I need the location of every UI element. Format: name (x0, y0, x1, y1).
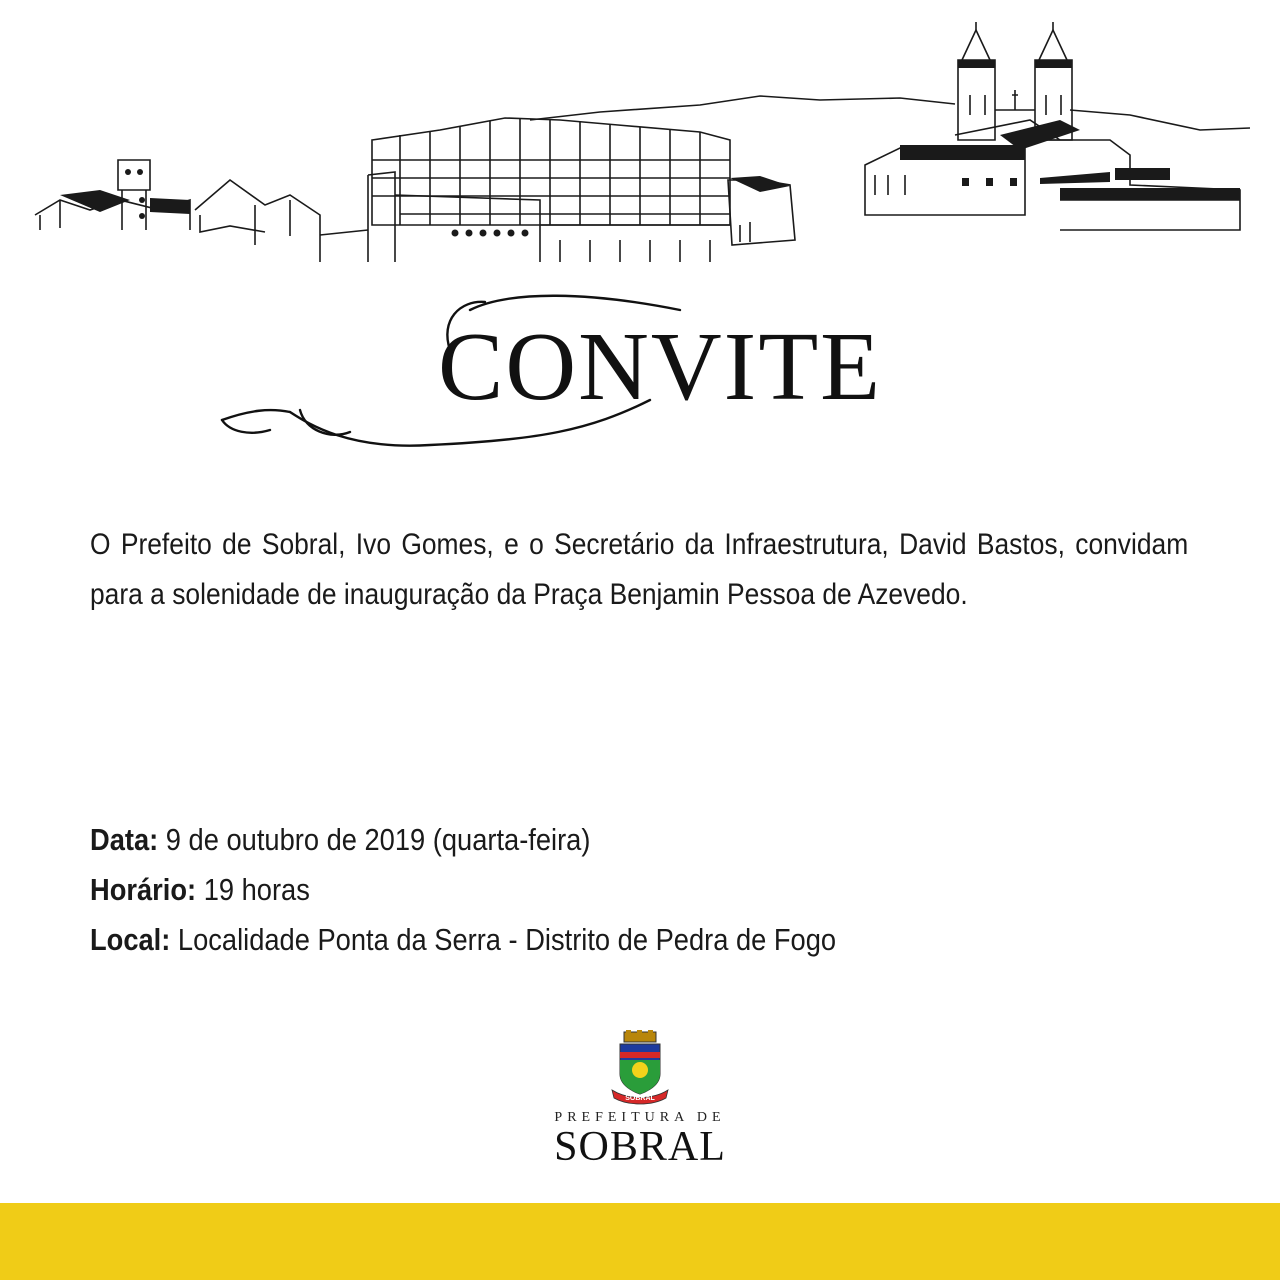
detail-label: Data: (90, 822, 159, 857)
page-title: CONVITE (438, 313, 883, 421)
event-details (90, 815, 836, 965)
detail-row-date (90, 815, 836, 865)
detail-row-time (90, 865, 836, 915)
coat-of-arms-icon (608, 1030, 672, 1110)
detail-value: Localidade Ponta da Serra - Distrito de Pedra de Fogo (177, 922, 837, 957)
city-skyline-illustration (0, 0, 1280, 280)
logo-subtitle: PREFEITURA DE (554, 1110, 726, 1125)
detail-value: 9 de outubro de 2019 (quarta-feira) (165, 822, 591, 857)
detail-label: Horário: (90, 872, 197, 907)
title-block (210, 280, 930, 460)
footer-accent-bar (0, 1203, 1280, 1280)
detail-value: 19 horas (203, 872, 310, 907)
prefeitura-logo (545, 1030, 735, 1170)
logo-name: SOBRAL (554, 1124, 726, 1170)
detail-row-location (90, 915, 836, 965)
invitation-body-text: O Prefeito de Sobral, Ivo Gomes, e o Secretário da Infraestrutura, David Bastos, convidam para a solenidade de inauguração da Praça Benjamin Pessoa de Azevedo. (90, 528, 1189, 611)
crest-ribbon-text: SOBRAL (625, 1095, 655, 1102)
detail-label: Local: (90, 922, 171, 957)
